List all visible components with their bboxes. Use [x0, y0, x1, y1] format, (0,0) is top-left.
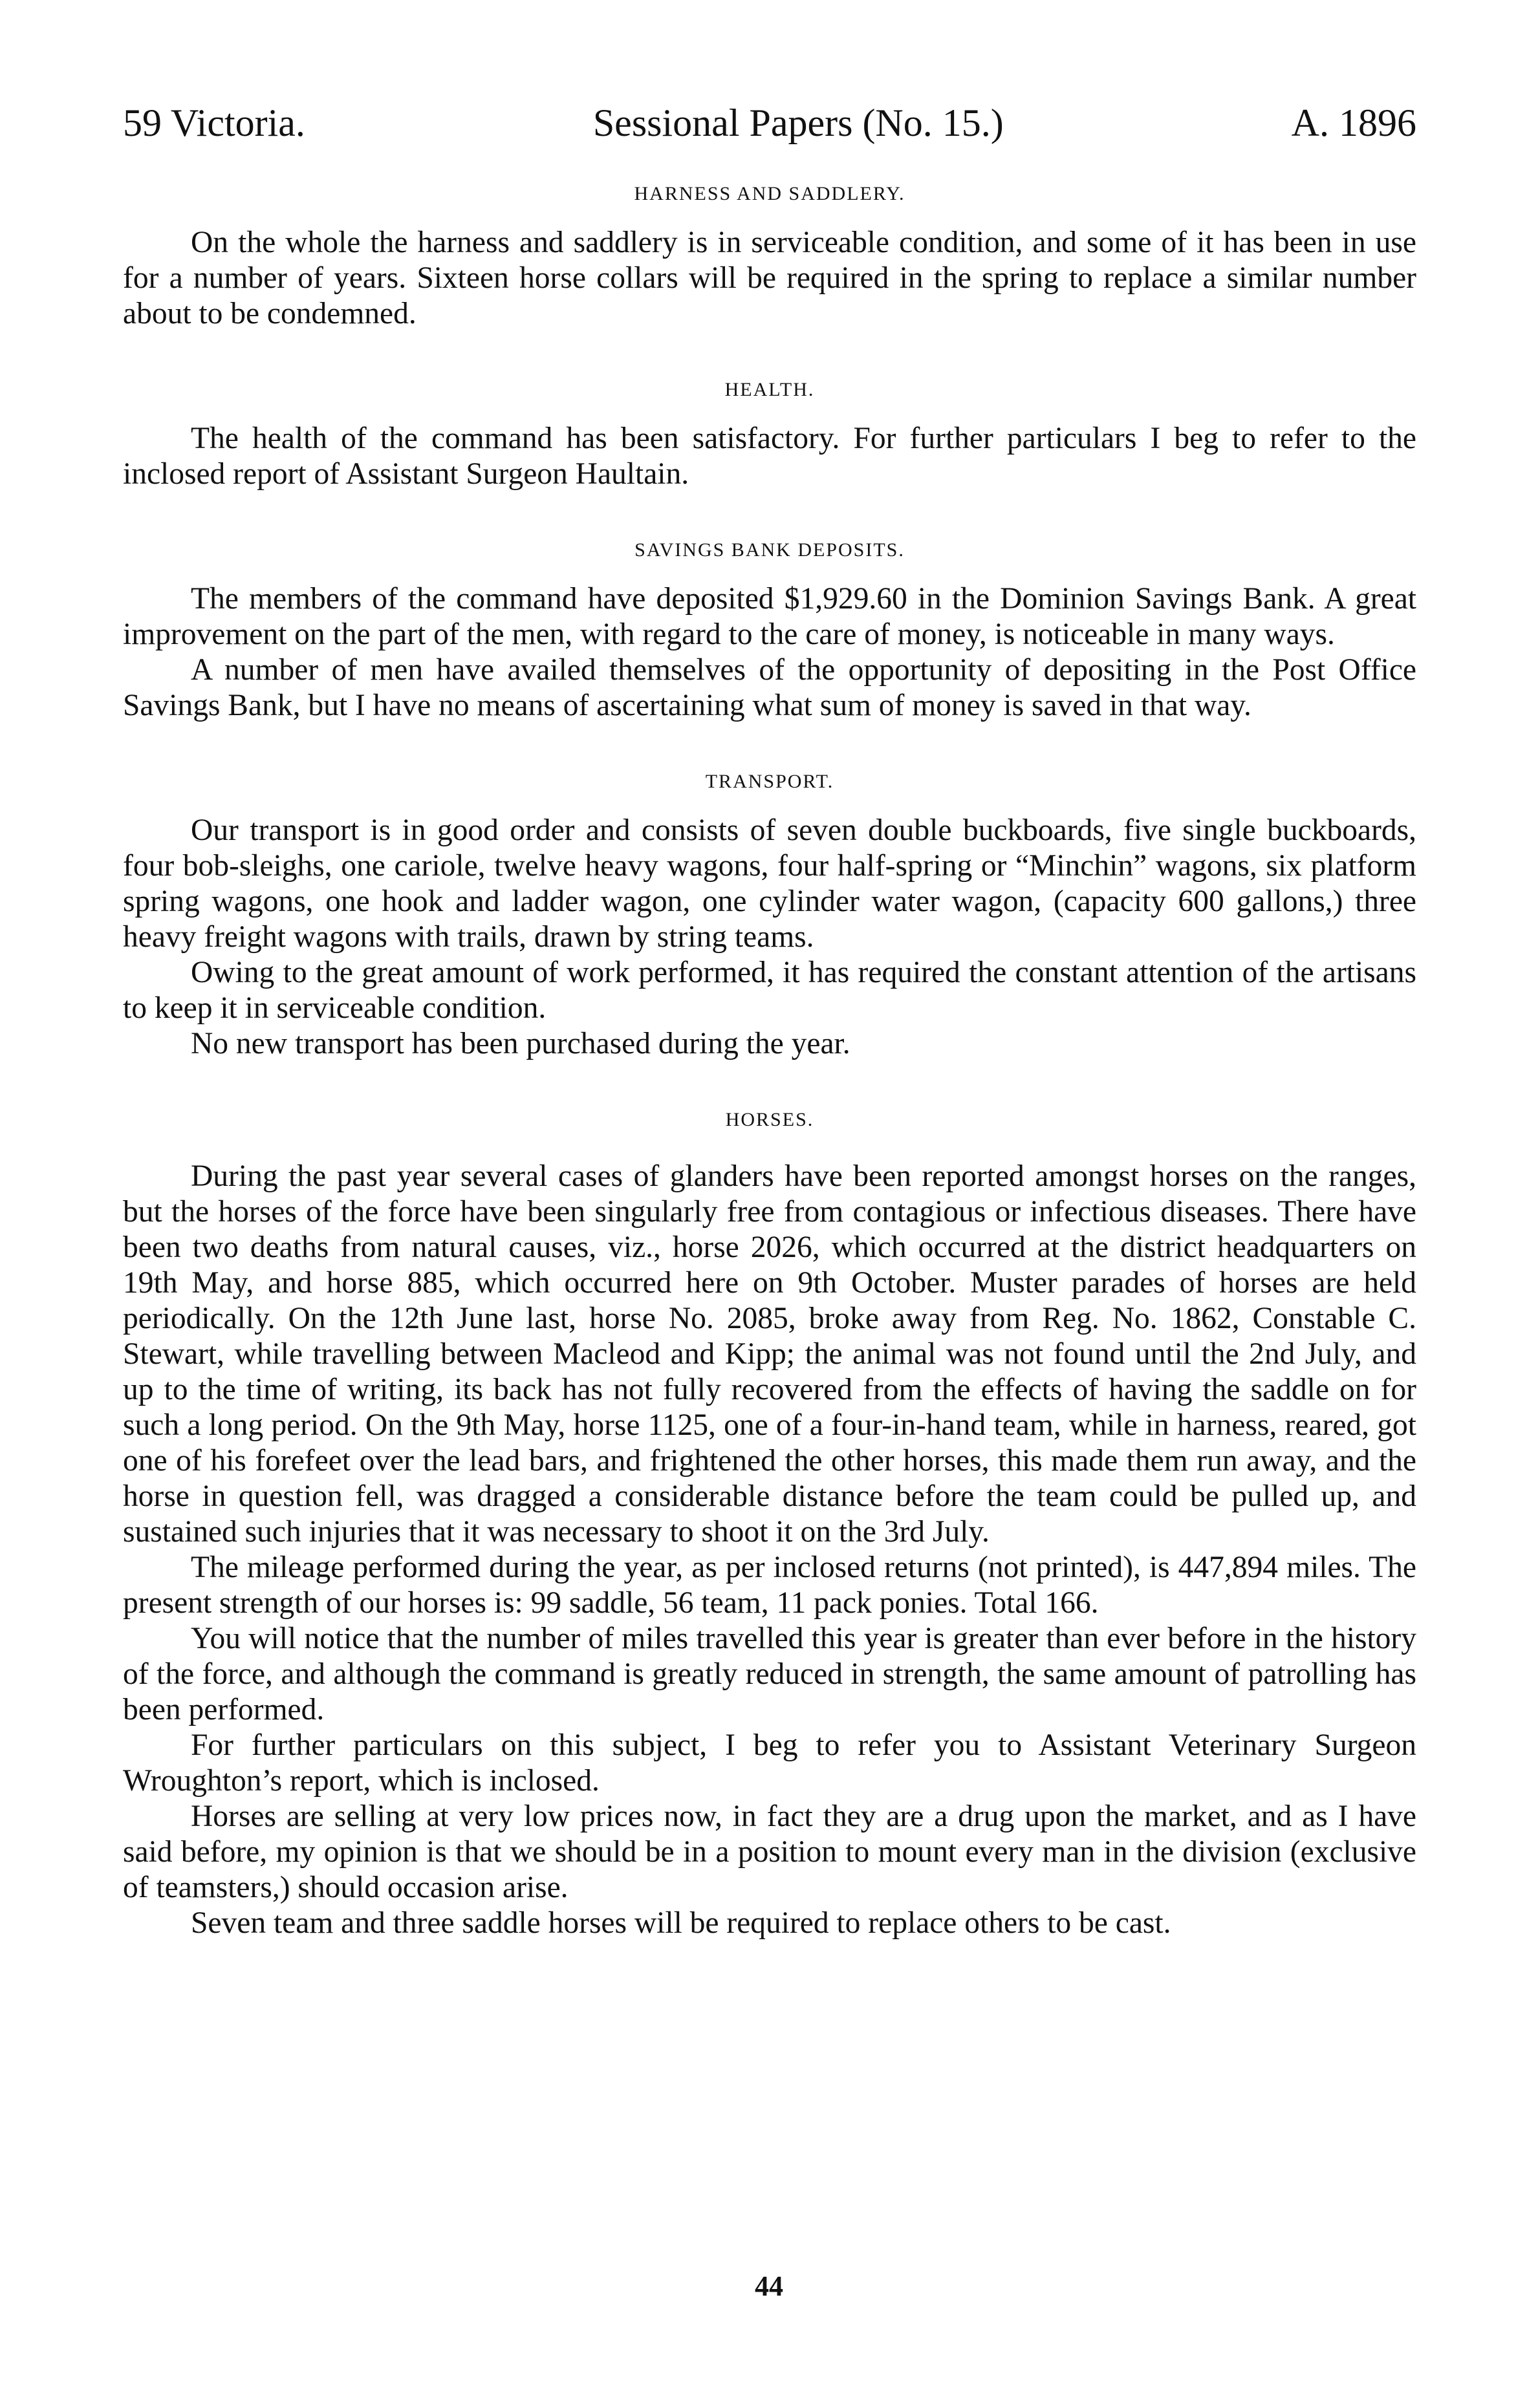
paragraph: Our transport is in good order and consists of seven double buckboards, five single buckboards, four bob-sleighs, one cariole, twelve heavy wagons, four half-spring or “Minchin” wagons, six platform spring wagons, one hook and ladder wagon, one cylinder water wagon, (capacity 600 gallons,) three heavy freight wagons with trails, drawn by string teams. [123, 813, 1416, 954]
paragraph: During the past year several cases of glanders have been reported amongst horses on the ranges, but the horses of the force have been singularly free from contagious or infectious diseases. There have been two deaths from natural causes, viz., horse 2026, which occurred at the district headquarters on 19th May, and horse 885, which occurred here on 9th October. Muster parades of horses are held periodically. On the 12th June last, horse No. 2085, broke away from Reg. No. 1862, Constable C. Stewart, while travelling between Macleod and Kipp; the animal was not found until the 2nd July, and up to the time of writing, its back has not fully recovered from the effects of having the saddle on for such a long period. On the 9th May, horse 1125, one of a four-in-hand team, while in harness, reared, got one of his forefeet over the lead bars, and frightened the other horses, this made them run away, and the horse in question fell, was dragged a considerable distance before the team could be pulled up, and sustained such injuries that it was necessary to shoot it on the 3rd July. [123, 1159, 1416, 1549]
paragraph: The members of the command have deposited $1,929.60 in the Dominion Savings Bank. A great improvement on the part of the men, with regard to the care of money, is noticeable in many ways. [123, 582, 1416, 651]
paragraph: Horses are selling at very low prices now, in fact they are a drug upon the market, and as I have said before, my opinion is that we should be in a position to mount every man in the division (exclusive of teamsters,) should occasion arise. [123, 1800, 1416, 1904]
paragraph: You will notice that the number of miles travelled this year is greater than ever before in the history of the force, and although the command is greatly reduced in strength, the same amount of patrolling has been performed. [123, 1622, 1416, 1726]
paragraph: Seven team and three saddle horses will be required to replace others to be cast. [191, 1906, 1171, 1940]
page-body [123, 97, 1416, 1941]
paragraph: On the whole the harness and saddlery is in serviceable condition, and some of it has been in use for a number of years. Sixteen horse collars will be required in the spring to replace a similar number about to be condemned. [123, 226, 1416, 330]
paragraph: The health of the command has been satisfactory. For further particulars I beg to refer to the inclosed report of Assistant Surgeon Haultain. [123, 422, 1416, 491]
paragraph: The mileage performed during the year, as per inclosed returns (not printed), is 447,894 miles. The present strength of our horses is: 99 saddle, 56 team, 11 pack ponies. Total 166. [123, 1551, 1416, 1620]
paragraph: A number of men have availed themselves of the opportunity of depositing in the Post Office Savings Bank, but I have no means of ascertaining what sum of money is saved in that way. [123, 653, 1416, 722]
paragraph: Owing to the great amount of work performed, it has required the constant attention of the artisans to keep it in serviceable condition. [123, 956, 1416, 1025]
header-volume: 59 Victoria. [123, 102, 305, 144]
running-head [123, 97, 1416, 155]
section-heading-transport: TRANSPORT. [705, 771, 834, 792]
header-year: A. 1896 [1291, 102, 1416, 144]
section-heading-harness: HARNESS AND SADDLERY. [634, 183, 905, 204]
page-number: 44 [755, 2270, 783, 2302]
header-title: Sessional Papers (No. 15.) [592, 102, 1004, 144]
paragraph: No new transport has been purchased during the year. [191, 1027, 850, 1060]
paragraph: For further particulars on this subject, I beg to refer you to Assistant Veterinary Surgeon Wroughton’s report, which is inclosed. [123, 1728, 1416, 1798]
section-heading-horses: HORSES. [725, 1109, 814, 1130]
section-heading-savings: SAVINGS BANK DEPOSITS. [634, 539, 905, 561]
section-heading-health: HEALTH. [724, 379, 815, 400]
